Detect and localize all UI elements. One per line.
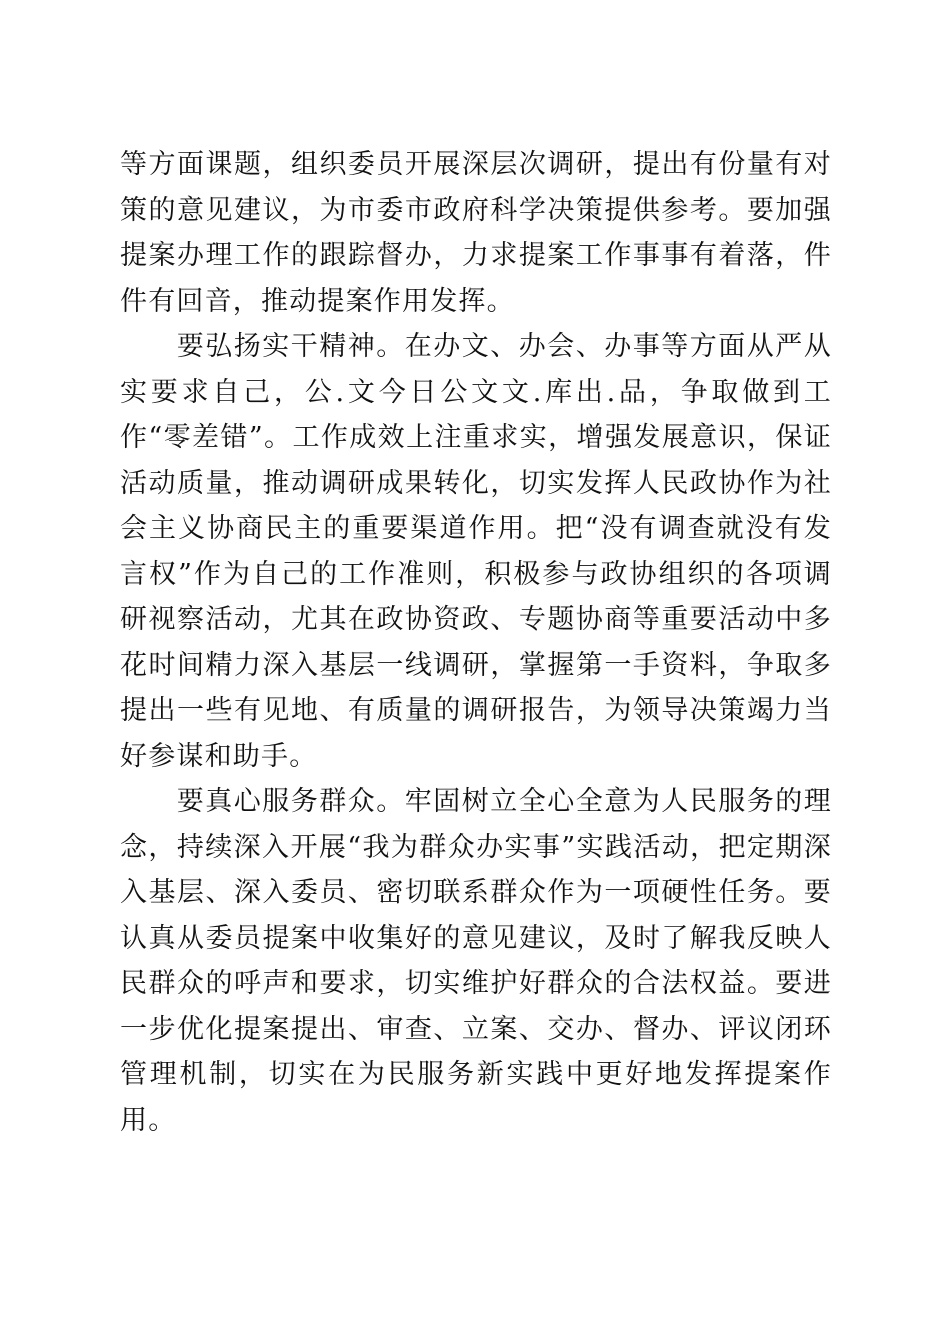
document-body	[120, 142, 832, 1143]
paragraph-continuation: 等方面课题，组织委员开展深层次调研，提出有份量有对策的意见建议，为市委市政府科学决策提供参考。要加强提案办理工作的跟踪督办，力求提案工作事事有着落，件件有回音，推动提案作用发挥。	[120, 149, 832, 317]
paragraph-practical-spirit: 要弘扬实干精神。在办文、办会、办事等方面从严从实要求自己，公.文今日公文文.库出.品，争取做到工作“零差错”。工作成效上注重求实，增强发展意识，保证活动质量，推动调研成果转化，切实发挥人民政协作为社会主义协商民主的重要渠道作用。把“没有调查就没有发言权”作为自己的工作准则，积极参与政协组织的各项调研视察活动，尤其在政协资政、专题协商等重要活动中多花时间精力深入基层一线调研，掌握第一手资料，争取多提出一些有见地、有质量的调研报告，为领导决策竭力当好参谋和助手。	[120, 331, 832, 772]
paragraph-serve-masses: 要真心服务群众。牢固树立全心全意为人民服务的理念，持续深入开展“我为群众办实事”实践活动，把定期深入基层、深入委员、密切联系群众作为一项硬性任务。要认真从委员提案中收集好的意见建议，及时了解我反映人民群众的呼声和要求，切实维护好群众的合法权益。要进一步优化提案提出、审查、立案、交办、督办、评议闭环管理机制，切实在为民服务新实践中更好地发挥提案作用。	[120, 786, 832, 1136]
